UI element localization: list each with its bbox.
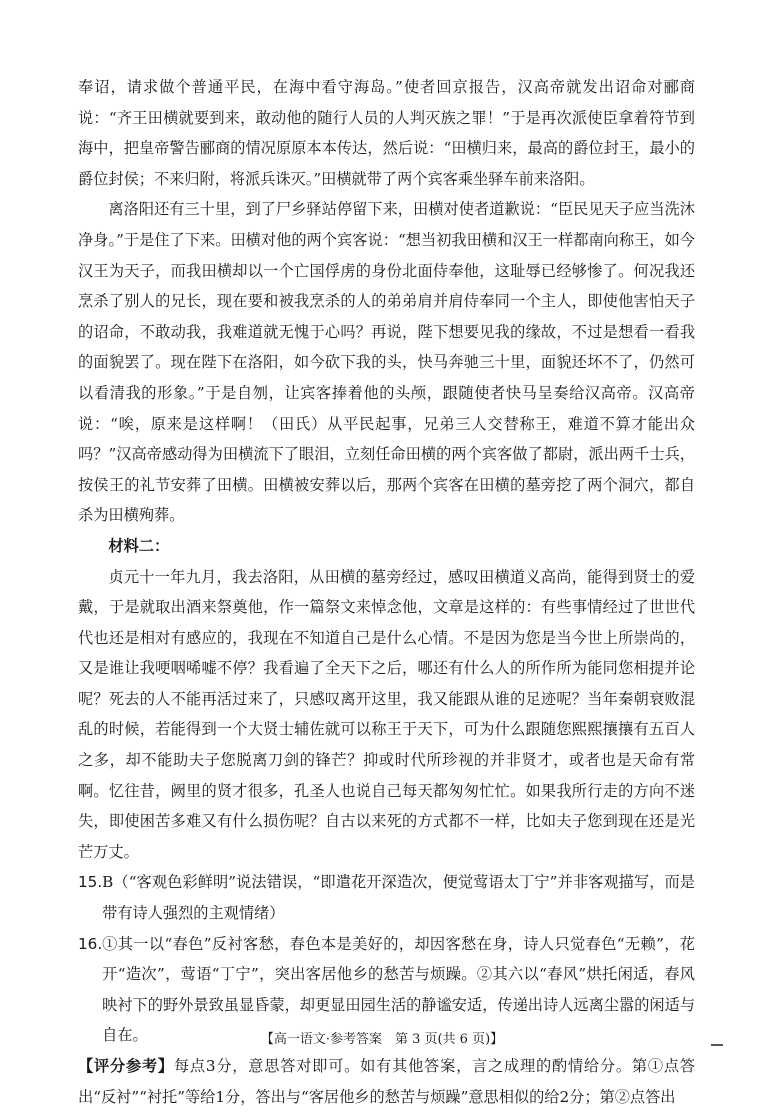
material1-paragraph-2: 离洛阳还有三十里，到了尸乡驿站停留下来，田横对使者道歉说：“臣民见天子应当洗沐净身。”于是住了下来。田横对他的两个宾客说：“想当初我田横和汉王一样都南向称王，如今汉王为天子，而我田横却以一个亡国俘虏的身份北面侍奉他，这耻辱已经够惨了。何况我还烹杀了别人的兄长，现在要和被我烹杀的人的弟弟肩并肩侍奉同一个主人，即使他害怕天子的诏命，不敢动我，我难道就无愧于心吗？再说，陛下想要见我的缘故，不过是想看一看我的面貌罢了。现在陛下在洛阳，如今砍下我的头，快马奔驰三十里，面貌还坏不了，仍然可以看清我的形象。”于是自刎，让宾客捧着他的头颅，跟随使者快马呈奏给汉高帝。汉高帝说：“唉，原来是这样啊！（田氏）从平民起事，兄弟三人交替称王，难道不算才能出众吗？”汉高帝感动得为田横流下了眼泪，立刻任命田横的两个宾客做了都尉，派出两千士兵，按侯王的礼节安葬了田横。田横被安葬以后，那两个宾客在田横的墓旁挖了两个洞穴，都自杀为田横殉葬。 [78, 200, 695, 525]
answer-15-number: 15. [78, 873, 103, 892]
answer-16-number: 16. [78, 934, 103, 953]
material1-paragraph-1: 奉诏，请求做个普通平民，在海中看守海岛。”使者回京报告，汉高帝就发出诏命对郦商说：“齐王田横就要到来，敢动他的随行人员的人判灭族之罪！”于是再次派使臣拿着符节到海中，把皇帝警告郦商的情况原原本本传达，然后说：“田横归来，最高的爵位封王，最小的爵位封侯；不来归附，将派兵诛灭。”田横就带了两个宾客乘坐驿车前来洛阳。 [78, 78, 695, 188]
scoring-tag: 【评分参考】 [78, 1057, 174, 1075]
answer-15-text: B（“客观色彩鲜明”说法错误，“即遣花开深造次，便觉莺语太丁宁”并非客观描写，而是带有诗人强烈的主观情绪） [102, 873, 695, 923]
answer-16-text: ①其一以“春色”反衬客愁，春色本是美好的，却因客愁在身，诗人只觉春色“无赖”，花开“造次”，莺语“丁宁”，突出客居他乡的愁苦与烦躁。②其六以“春风”烘托闲适，春风映衬下的野外景致虽显昏蒙，却更显田园生活的静谧安适，传递出诗人远离尘嚣的闲适与自在。 [102, 934, 695, 1045]
material2-paragraph: 贞元十一年九月，我去洛阳，从田横的墓旁经过，感叹田横道义高尚，能得到贤士的爱戴，于是就取出酒来祭奠他，作一篇祭文来悼念他，文章是这样的：有些事情经过了世世代代也还是相对有感应的，我现在不知道自己是什么心情。不是因为您是当今世上所崇尚的，又是谁让我哽咽唏嘘不停？我看遍了全天下之后，哪还有什么人的所作所为能同您相提并论呢？死去的人不能再活过来了，只感叹离开这里，我又能跟从谁的足迹呢？当年秦朝衰败混乱的时候，若能得到一个大贤士辅佐就可以称王于天下，可为什么跟随您熙熙攘攘有五百人之多，却不能助夫子您脱离刀剑的锋芒？抑或时代所珍视的并非贤才，或者也是天命有常啊。忆往昔，阙里的贤才很多，孔圣人也说自己每天都匆匆忙忙。如果我所行走的方向不迷失，即使困苦多难又有什么损伤呢？自古以来死的方式都不一样，比如夫子您到现在还是光芒万丈。 [78, 567, 695, 861]
material2-heading: 材料二： [108, 536, 170, 555]
corner-mark [711, 1044, 723, 1046]
scoring-reference [78, 1051, 695, 1112]
page-content [78, 72, 695, 1112]
answer-15 [78, 867, 695, 928]
scoring-text: 每点3分，意思答对即可。如有其他答案，言之成理的酌情给分。第①点答出“反衬”“衬托”等给1分，答出与“客居他乡的愁苦与烦躁”意思相似的给2分；第②点答出 [78, 1057, 696, 1106]
page-footer: 【高一语文·参考答案 第 3 页(共 6 页)】 [260, 1032, 504, 1047]
